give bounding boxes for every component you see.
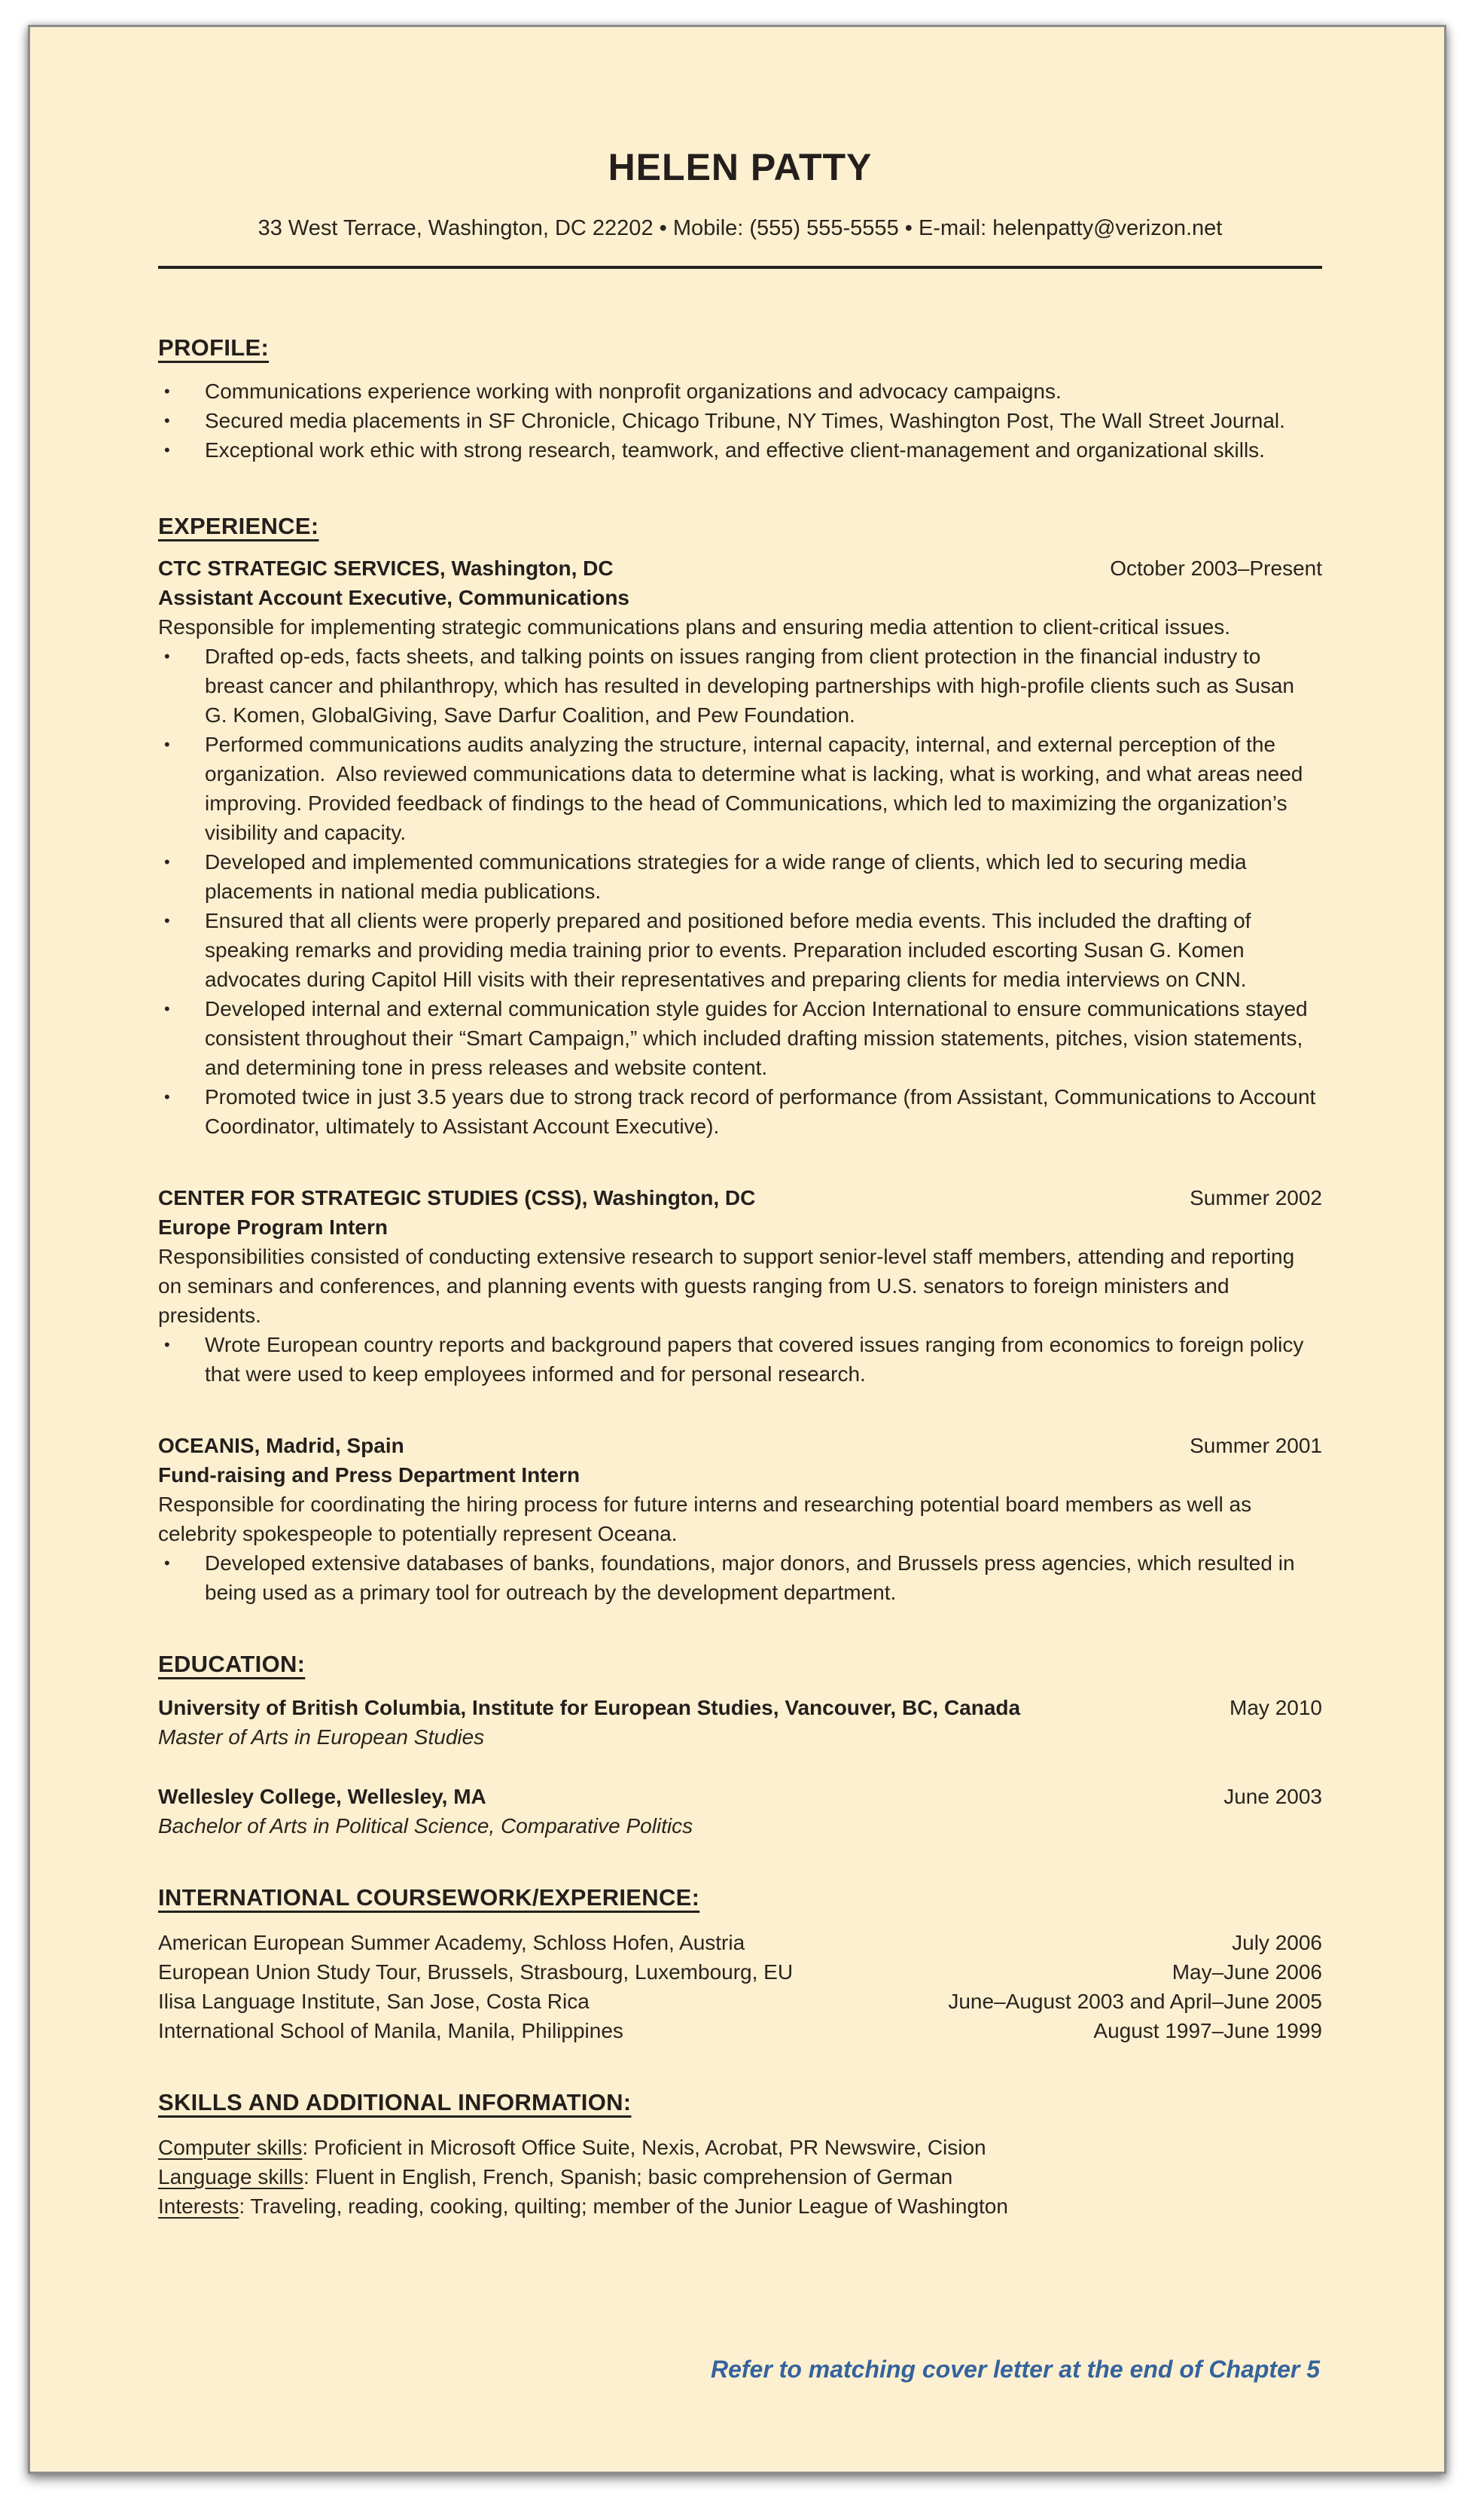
- education-school: University of British Columbia, Institute for European Studies, Vancouver, BC, Canada: [158, 1696, 1021, 1719]
- education-date: June 2003: [1223, 1785, 1322, 1808]
- resume-name: HELEN PATTY: [608, 146, 873, 188]
- education-header-row: [158, 1693, 1322, 1722]
- skill-label: Computer skills: [158, 2136, 303, 2159]
- skills-row: [158, 2133, 1322, 2162]
- list-item: [158, 994, 1322, 1082]
- job-date: October 2003–Present: [1110, 557, 1322, 580]
- bullet-text: Developed and implemented communications strategies for a wide range of clients, which led to securing media placements in national media publications.: [205, 850, 1247, 903]
- cover-letter-note: Refer to matching cover letter at the end of Chapter 5: [710, 2356, 1320, 2383]
- education-degree: Master of Arts in European Studies: [158, 1725, 485, 1749]
- international-row: [158, 1957, 1322, 1987]
- education-heading: EDUCATION:: [158, 1651, 306, 1677]
- bullet-text: Promoted twice in just 3.5 years due to strong track record of performance (from Assistant, Communications to Account Coordinator, ultimately to Assistant Account Executive).: [205, 1085, 1316, 1138]
- bullet-text: Ensured that all clients were properly prepared and positioned before media events. This included the drafting of speaking remarks and providing media training prior to events. Preparation included escorting Susan G. Komen advocates during Capitol Hill visits with their representatives and preparing clients for media interviews on CNN.: [205, 909, 1251, 991]
- education-date: May 2010: [1230, 1696, 1322, 1719]
- education-degree: Bachelor of Arts in Political Science, Comparative Politics: [158, 1814, 693, 1838]
- bullet-text: Exceptional work ethic with strong research, teamwork, and effective client-management and organizational skills.: [205, 438, 1265, 462]
- list-item: [158, 642, 1322, 730]
- bullet-icon: •: [164, 441, 170, 459]
- international-date: May–June 2006: [1172, 1960, 1322, 1984]
- skill-label: Interests: [158, 2194, 239, 2218]
- job-entry-oceanis: [158, 1431, 1322, 1607]
- bullet-icon: •: [164, 1554, 170, 1572]
- skills-heading: SKILLS AND ADDITIONAL INFORMATION:: [158, 2089, 632, 2115]
- list-item: [158, 906, 1322, 994]
- bullet-text: Wrote European country reports and background papers that covered issues ranging from economics to foreign policy that were used to keep employees informed and for personal research.: [205, 1333, 1304, 1386]
- bullet-text: Drafted op-eds, facts sheets, and talking points on issues ranging from client protection in the financial industry to breast cancer and philanthropy, which has resulted in developing partnerships with high-profile clients such as Susan G. Komen, GlobalGiving, Save Darfur Coalition, and Pew Foundation.: [205, 645, 1294, 727]
- bullet-text: Developed extensive databases of banks, foundations, major donors, and Brussels press agencies, which resulted in being used as a primary tool for outreach by the development department.: [205, 1551, 1295, 1604]
- skills-row: [158, 2191, 1322, 2221]
- international-name: European Union Study Tour, Brussels, Strasbourg, Luxembourg, EU: [158, 1960, 794, 1984]
- job-company: CTC STRATEGIC SERVICES, Washington, DC: [158, 557, 614, 580]
- job-header-row: [158, 1431, 1322, 1460]
- bullet-text: Communications experience working with nonprofit organizations and advocacy campaigns.: [205, 380, 1062, 403]
- bullet-icon: •: [164, 411, 170, 430]
- education-school: Wellesley College, Wellesley, MA: [158, 1785, 486, 1808]
- job-company: OCEANIS, Madrid, Spain: [158, 1434, 404, 1457]
- list-item: [158, 435, 1322, 465]
- skill-text: : Traveling, reading, cooking, quilting; member of the Junior League of Washington: [239, 2194, 1008, 2218]
- job-summary: Responsibilities consisted of conducting extensive research to support senior-level staff members, attending and reporting on seminars and conferences, and planning events with guests ranging from U.S. senators to foreign ministers and presidents.: [158, 1245, 1295, 1327]
- international-row: [158, 2016, 1322, 2045]
- job-summary: Responsible for implementing strategic communications plans and ensuring media attention to client-critical issues.: [158, 615, 1231, 639]
- bullet-text: Secured media placements in SF Chronicle, Chicago Tribune, NY Times, Washington Post, The Wall Street Journal.: [205, 409, 1285, 432]
- bullet-icon: •: [164, 1335, 170, 1354]
- skill-text: : Fluent in English, French, Spanish; basic comprehension of German: [303, 2165, 953, 2188]
- job-title: Fund-raising and Press Department Intern: [158, 1463, 580, 1487]
- international-name: Ilisa Language Institute, San Jose, Costa Rica: [158, 1990, 590, 2013]
- job-bullet-list: [158, 642, 1322, 1141]
- list-item: [158, 847, 1322, 906]
- resume-page: [28, 25, 1446, 2474]
- education-entry-ubc: [158, 1693, 1322, 1752]
- international-name: American European Summer Academy, Schloss Hofen, Austria: [158, 1931, 745, 1954]
- international-heading: INTERNATIONAL COURSEWORK/EXPERIENCE:: [158, 1884, 700, 1911]
- experience-heading: EXPERIENCE:: [158, 513, 319, 539]
- header-divider: [158, 266, 1322, 269]
- job-entry-css: [158, 1183, 1322, 1389]
- skills-list: [158, 2133, 1322, 2221]
- skill-text: : Proficient in Microsoft Office Suite, Nexis, Acrobat, PR Newswire, Cision: [302, 2136, 986, 2159]
- international-date: June–August 2003 and April–June 2005: [948, 1990, 1322, 2013]
- profile-heading: PROFILE:: [158, 334, 270, 361]
- profile-bullet-list: [158, 377, 1322, 465]
- bullet-text: Developed internal and external communication style guides for Accion International to ensure communications stayed consistent throughout their “Smart Campaign,” which included drafting mission statements, pitches, vision statements, and determining tone in press releases and website content.: [205, 997, 1308, 1079]
- contact-line: 33 West Terrace, Washington, DC 22202 • Mobile: (555) 555-5555 • E-mail: helenpatty@verizon.net: [257, 216, 1223, 240]
- job-summary: Responsible for coordinating the hiring process for future interns and researching potential board members as well as celebrity spokespeople to potentially represent Oceana.: [158, 1493, 1252, 1545]
- bullet-text: Performed communications audits analyzing the structure, internal capacity, internal, and external perception of the organization. Also reviewed communications data to determine what is lacking, what is working, and what areas need improving. Provided feedback of findings to the head of Communications, which led to maximizing the organization’s visibility and capacity.: [205, 733, 1303, 844]
- international-row: [158, 1987, 1322, 2016]
- skill-label: Language skills: [158, 2165, 304, 2188]
- bullet-icon: •: [164, 911, 170, 930]
- bullet-icon: •: [164, 1087, 170, 1106]
- list-item: [158, 1330, 1322, 1389]
- international-date: August 1997–June 1999: [1093, 2019, 1322, 2042]
- job-title: Assistant Account Executive, Communications: [158, 586, 629, 609]
- list-item: [158, 730, 1322, 847]
- list-item: [158, 406, 1322, 435]
- bullet-icon: •: [164, 647, 170, 666]
- job-date: Summer 2002: [1190, 1186, 1322, 1209]
- list-item: [158, 377, 1322, 406]
- job-company: CENTER FOR STRATEGIC STUDIES (CSS), Washington, DC: [158, 1186, 756, 1209]
- education-header-row: [158, 1782, 1322, 1811]
- bullet-icon: •: [164, 999, 170, 1018]
- list-item: [158, 1082, 1322, 1141]
- job-bullet-list: [158, 1548, 1322, 1607]
- job-header-row: [158, 1183, 1322, 1212]
- bullet-icon: •: [164, 735, 170, 754]
- international-name: International School of Manila, Manila, Philippines: [158, 2019, 623, 2042]
- international-list: [158, 1928, 1322, 2045]
- bullet-icon: •: [164, 852, 170, 871]
- job-bullet-list: [158, 1330, 1322, 1389]
- job-header-row: [158, 554, 1322, 583]
- list-item: [158, 1548, 1322, 1607]
- skills-row: [158, 2162, 1322, 2191]
- education-entry-wellesley: [158, 1782, 1322, 1841]
- bullet-icon: •: [164, 382, 170, 401]
- job-date: Summer 2001: [1190, 1434, 1322, 1457]
- job-entry-ctc: [158, 554, 1322, 1141]
- job-title: Europe Program Intern: [158, 1215, 388, 1239]
- international-date: July 2006: [1232, 1931, 1322, 1954]
- international-row: [158, 1928, 1322, 1957]
